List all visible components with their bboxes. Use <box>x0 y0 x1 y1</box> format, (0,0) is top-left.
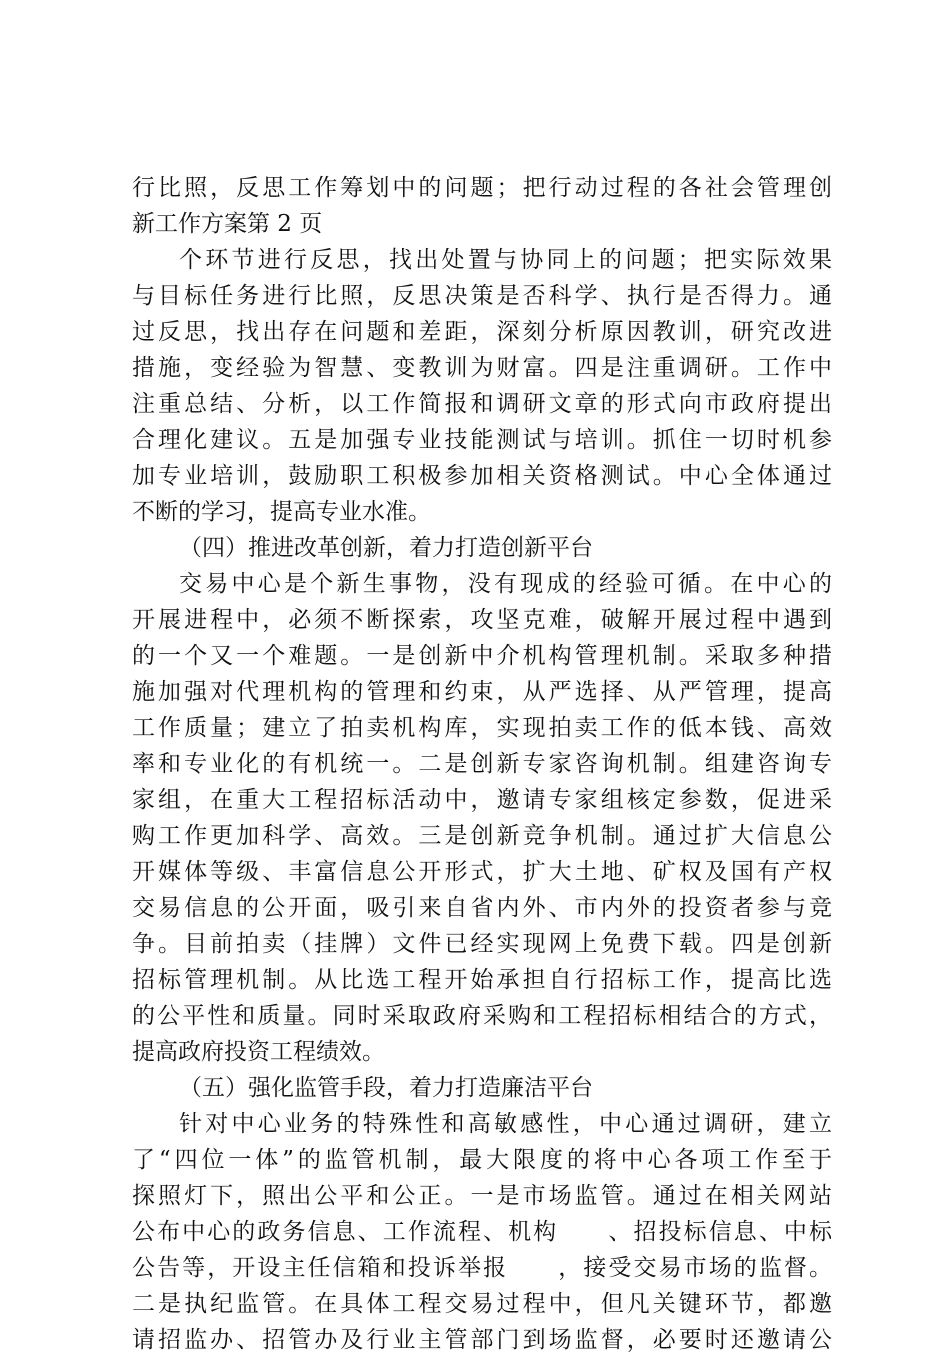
text-line: 率和专业化的有机统一。二是创新专家咨询机制。组建咨询专 <box>132 751 832 777</box>
text-line: 措施，变经验为智慧、变教训为财富。四是注重调研。工作中 <box>132 355 832 381</box>
text-line: 请招监办、招管办及行业主管部门到场监督，必要时还邀请公 <box>132 1327 832 1353</box>
text-line: 公布中心的政务信息、工作流程、机构 、招投标信息、中标 <box>132 1219 832 1245</box>
text-line: 的一个又一个难题。一是创新中介机构管理机制。采取多种措 <box>132 643 832 669</box>
text-line: 的公平性和质量。同时采取政府采购和工程招标相结合的方式， <box>132 1003 832 1029</box>
text-line: 探照灯下，照出公平和公正。一是市场监管。通过在相关网站 <box>132 1183 832 1209</box>
text-line: 新工作方案第 2 页 <box>132 211 323 237</box>
text-line: 行比照，反思工作筹划中的问题；把行动过程的各社会管理创 <box>132 175 832 201</box>
text-line: 家组，在重大工程招标活动中，邀请专家组核定参数，促进采 <box>132 787 832 813</box>
text-line: 二是执纪监管。在具体工程交易过程中，但凡关键环节，都邀 <box>132 1291 832 1317</box>
text-line: 注重总结、分析，以工作简报和调研文章的形式向市政府提出 <box>132 391 832 417</box>
text-line: 过反思，找出存在问题和差距，深刻分析原因教训，研究改进 <box>132 319 832 345</box>
text-line: 与目标任务进行比照，反思决策是否科学、执行是否得力。通 <box>132 283 832 309</box>
text-line: 交易信息的公开面，吸引来自省内外、市内外的投资者参与竞 <box>132 895 832 921</box>
text-line: 公告等，开设主任信箱和投诉举报 ，接受交易市场的监督。 <box>132 1255 832 1281</box>
text-line: 开展进程中，必须不断探索，攻坚克难，破解开展过程中遇到 <box>132 607 832 633</box>
text-line: 开媒体等级、丰富信息公开形式，扩大土地、矿权及国有产权 <box>132 859 832 885</box>
text-line: 工作质量；建立了拍卖机构库，实现拍卖工作的低本钱、高效 <box>132 715 832 741</box>
section-heading: （四）推进改革创新，着力打造创新平台 <box>179 535 593 561</box>
text-line: 购工作更加科学、高效。三是创新竞争机制。通过扩大信息公 <box>132 823 832 849</box>
section-heading: （五）强化监管手段，着力打造廉洁平台 <box>179 1075 593 1101</box>
text-line: 招标管理机制。从比选工程开始承担自行招标工作，提高比选 <box>132 967 832 993</box>
text-line: 争。目前拍卖（挂牌）文件已经实现网上免费下载。四是创新 <box>132 931 832 957</box>
text-line: 交易中心是个新生事物，没有现成的经验可循。在中心的 <box>179 571 832 597</box>
text-line: 合理化建议。五是加强专业技能测试与培训。抓住一切时机参 <box>132 427 832 453</box>
document-body <box>132 170 832 1358</box>
text-line: 加专业培训，鼓励职工积极参加相关资格测试。中心全体通过 <box>132 463 832 489</box>
text-line: 了“四位一体”的监管机制，最大限度的将中心各项工作至于 <box>132 1147 832 1173</box>
text-line: 针对中心业务的特殊性和高敏感性，中心通过调研，建立 <box>179 1111 832 1137</box>
text-line: 施加强对代理机构的管理和约束，从严选择、从严管理，提高 <box>132 679 832 705</box>
text-line: 个环节进行反思，找出处置与协同上的问题；把实际效果 <box>179 247 832 273</box>
text-line: 不断的学习，提高专业水准。 <box>132 499 431 525</box>
text-line: 提高政府投资工程绩效。 <box>132 1039 385 1065</box>
